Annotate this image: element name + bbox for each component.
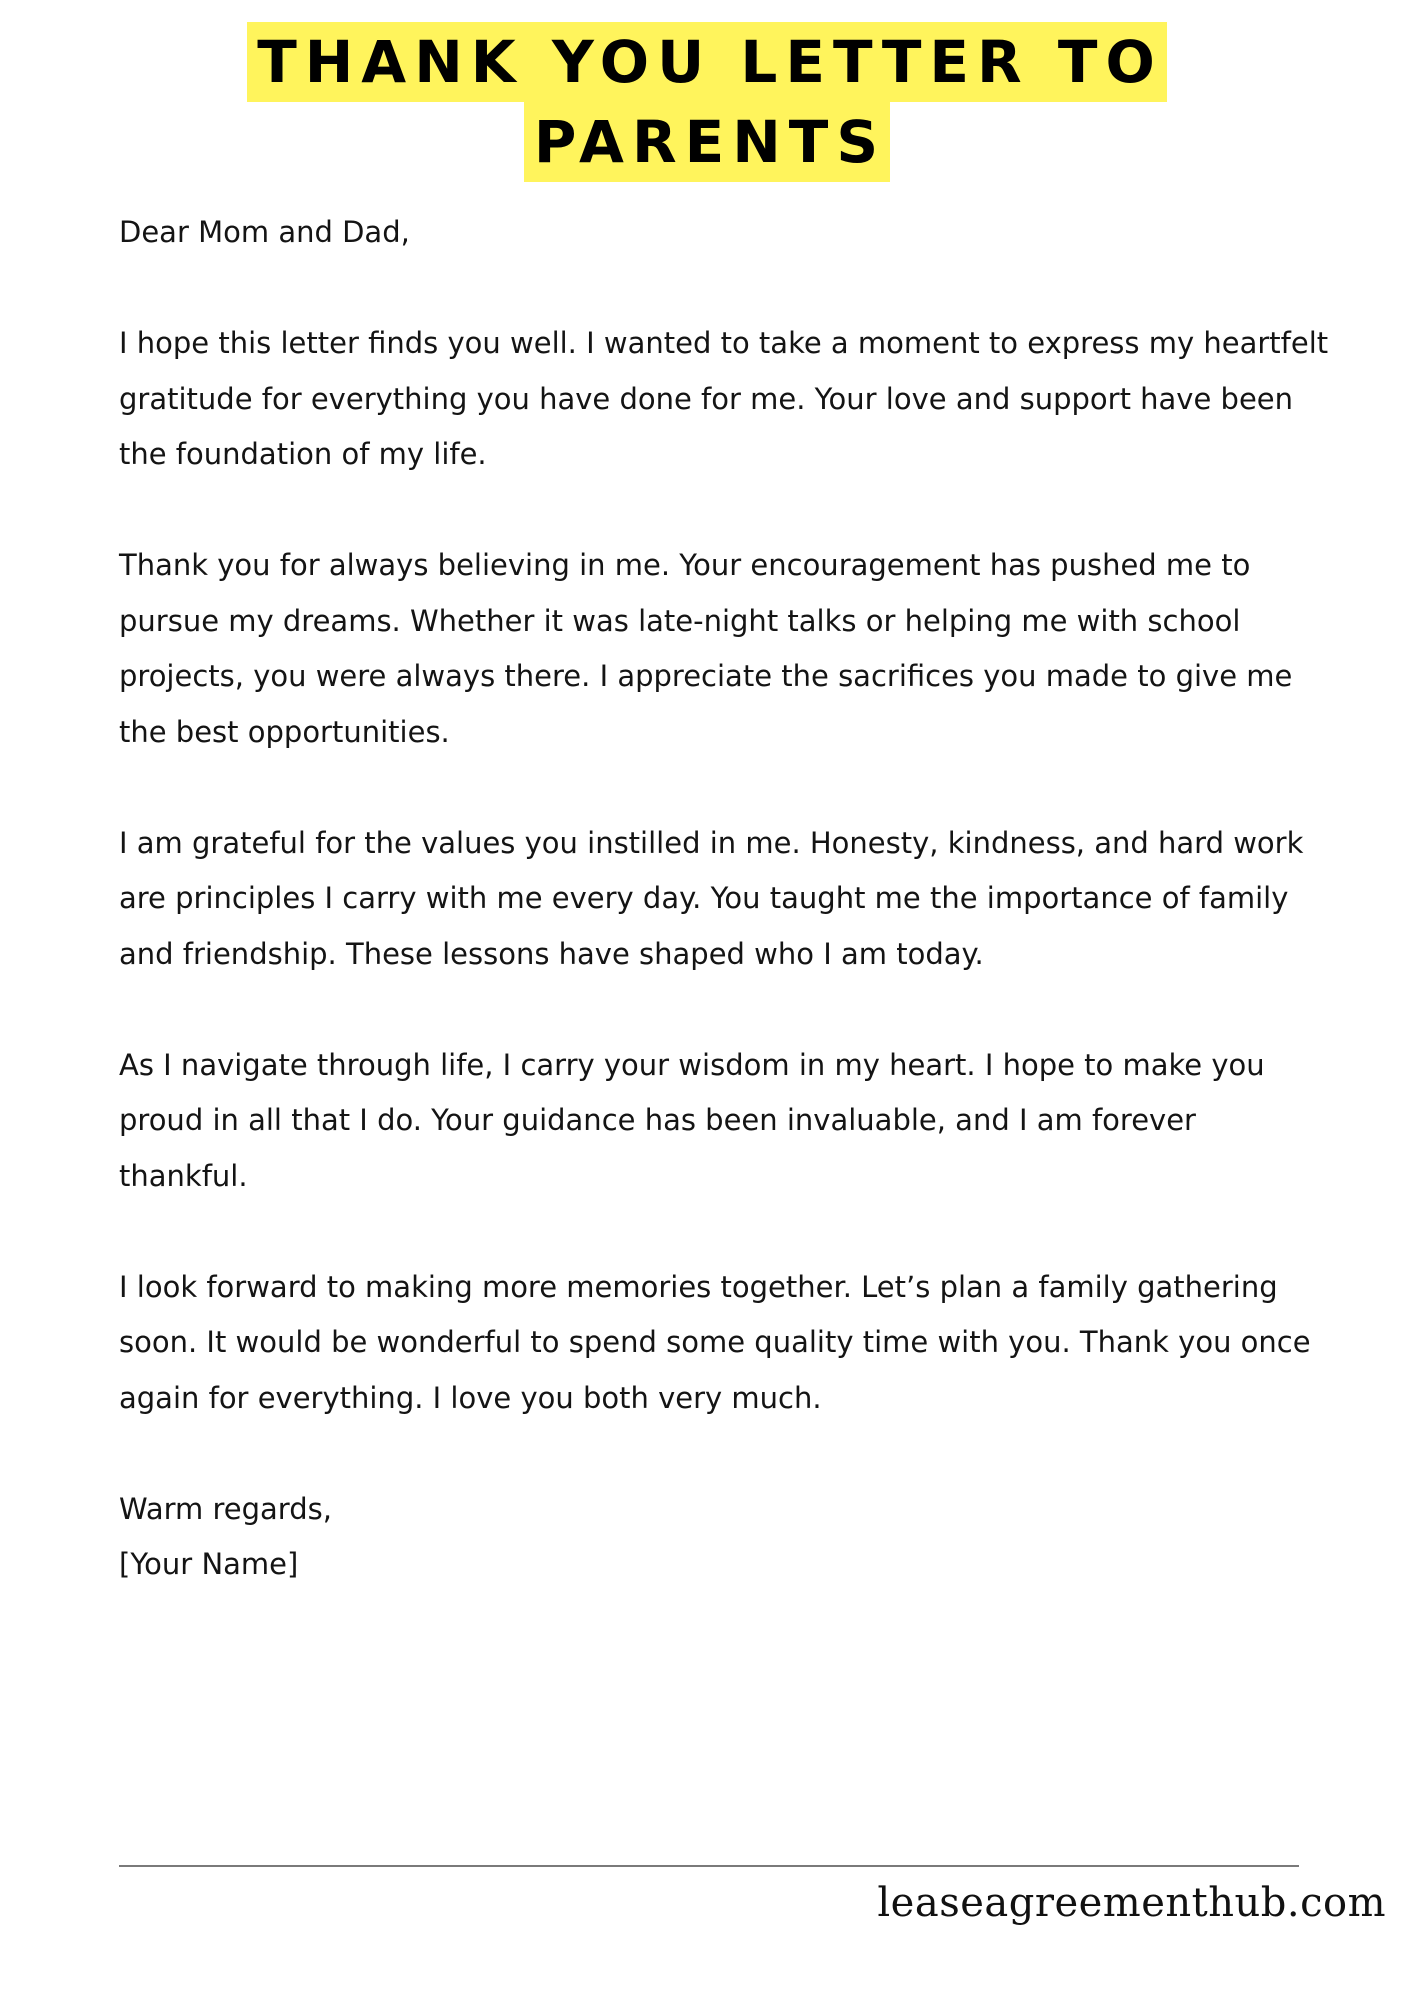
letter-body [119,205,1329,1593]
title-line-1: THANK YOU LETTER TO [247,22,1167,102]
title-line-2: PARENTS [524,102,890,182]
paragraph-5: I look forward to making more memories together. Let’s plan a family gathering soon. It would be wonderful to spend some quality time with you. Thank you once again for everything. I love you both very much. [119,1269,1311,1415]
closing: Warm regards, [119,1491,332,1526]
footer-divider [119,1865,1299,1867]
paragraph-2: Thank you for always believing in me. Your encouragement has pushed me to pursue my dreams. Whether it was late-night talks or helping me with school projects, you were always there. I appreciate the sacrifices you made to give me the best opportunities. [119,548,1293,749]
salutation: Dear Mom and Dad, [119,215,410,249]
page-title [0,22,1414,182]
paragraph-4: As I navigate through life, I carry your wisdom in my heart. I hope to make you proud in all that I do. Your guidance has been invaluable, and I am forever thankful. [119,1047,1265,1193]
paragraph-3: I am grateful for the values you instilled in me. Honesty, kindness, and hard work are principles I carry with me every day. You taught me the importance of family and friendship. These lessons have shaped who I am today. [119,825,1304,971]
signature: [Your Name] [119,1547,299,1581]
footer-brand: leaseagreementhub.com [877,1880,1386,1926]
paragraph-1: I hope this letter finds you well. I wanted to take a moment to express my heartfelt gratitude for everything you have done for me. Your love and support have been the foundation of my life. [119,326,1329,471]
